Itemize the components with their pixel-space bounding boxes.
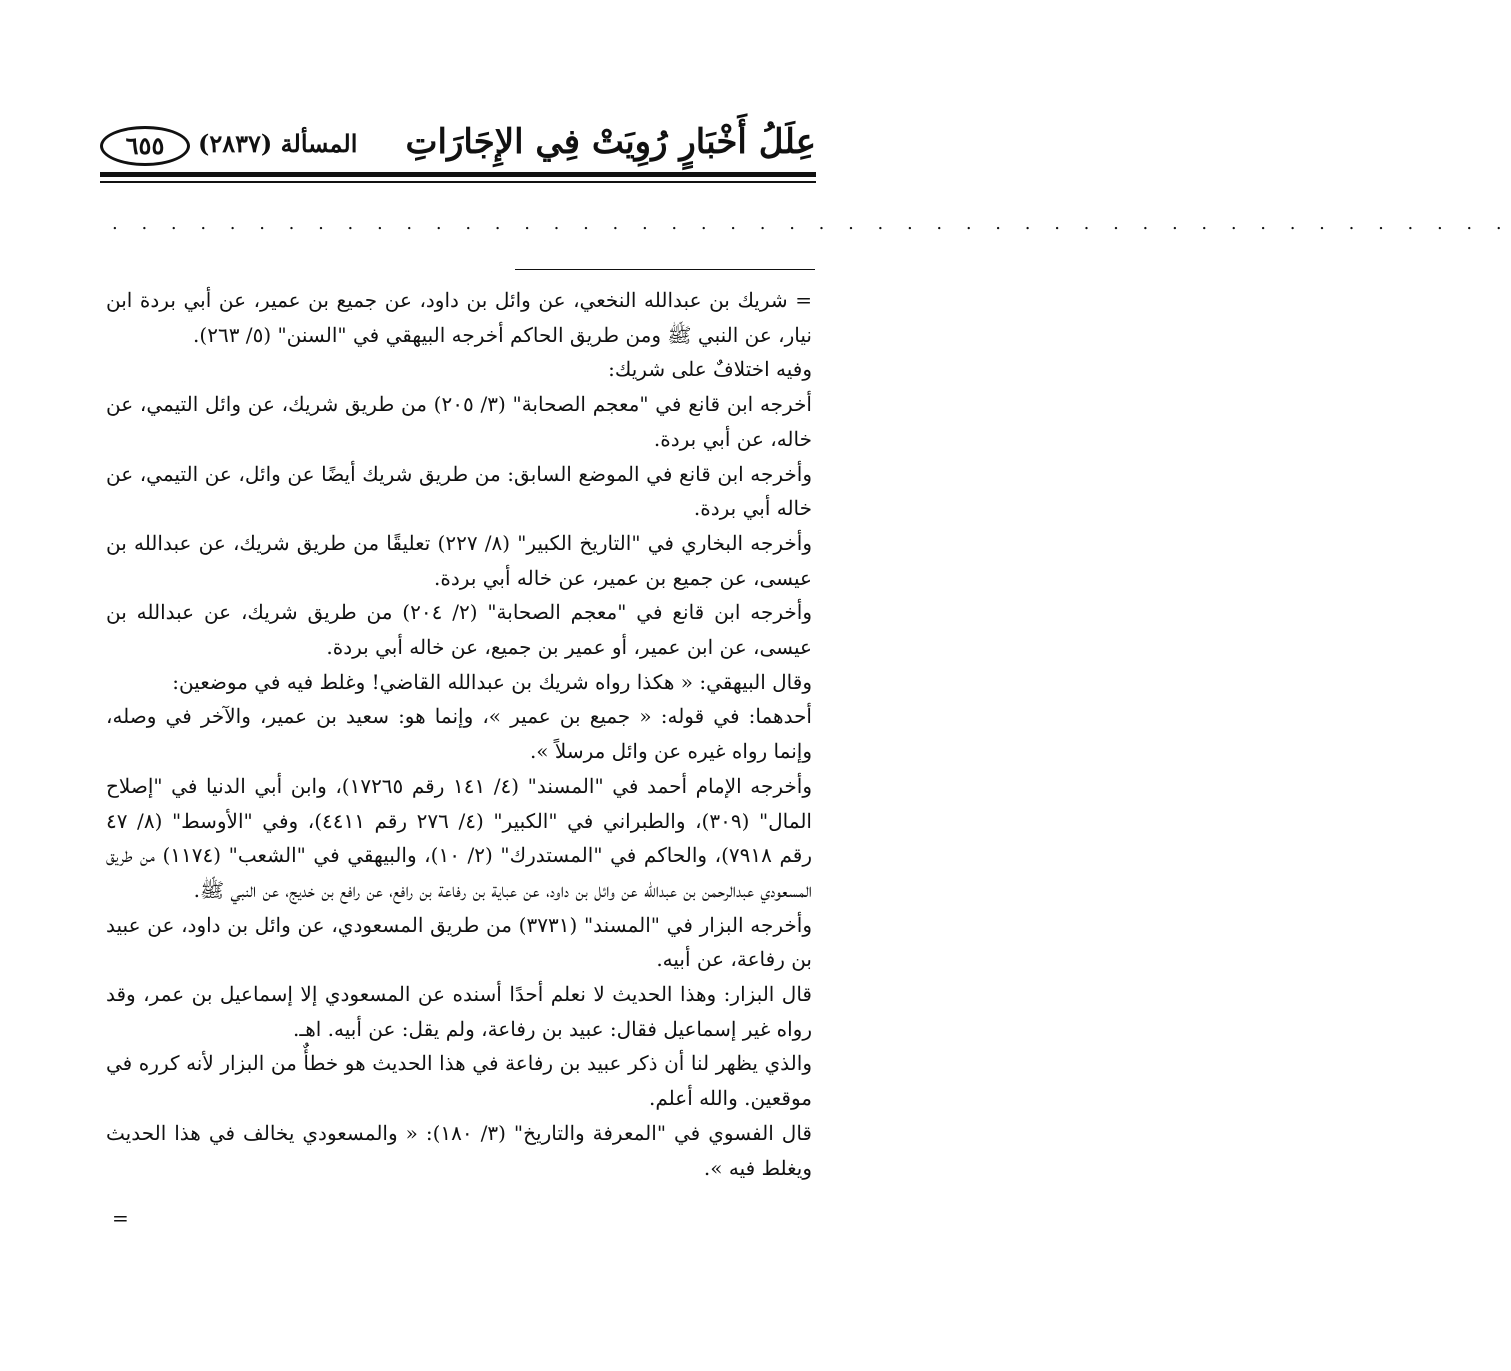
header-rule-thick [100,172,816,177]
paragraph: وقال البيهقي: « هكذا رواه شريك بن عبدالله القاضي! وغلط فيه في موضعين: [172,669,812,694]
continuation-mark: = [112,1206,129,1230]
paragraph: وأخرجه البخاري في "التاريخ الكبير" (٨/ ٢٢٧) تعليقًا من طريق شريك، عن عبدالله بن عيسى، عن جميع بن عمير، عن خاله أبي بردة. [106,530,812,590]
paragraph: والذي يظهر لنا أن ذكر عبيد بن رفاعة في هذا الحديث هو خطأٌ من البزار لأنه كرره في موقعين. والله أعلم. [106,1051,812,1111]
paragraph: أخرجه ابن قانع في "معجم الصحابة" (٣/ ٢٠٥) من طريق شريك، عن وائل التيمي، عن خاله، عن أبي بردة. [106,392,812,451]
page-header [100,110,816,170]
issue-label: المسألة (٢٨٣٧) [198,129,358,158]
paragraph: وفيه اختلافٌ على شريك: [608,357,812,382]
book-title: عِلَلُ أَخْبَارٍ رُوِيَتْ فِي الإِجَارَاتِ [405,122,816,162]
footnote-body [106,283,812,1185]
page-number-badge [100,126,190,166]
paragraph: وأخرجه ابن قانع في "معجم الصحابة" (٢/ ٢٠٤) من طريق شريك، عن عبدالله بن عيسى، عن ابن عمير، أو عمير بن جميع، عن خاله أبي بردة. [106,600,812,660]
paragraph: أحدهما: في قوله: « جميع بن عمير »، وإنما هو: سعيد بن عمير، والآخر في وصله، وإنما رواه غيره عن وائل مرسلاً ». [106,704,812,764]
paragraph: وأخرجه ابن قانع في الموضع السابق: من طريق شريك أيضًا عن وائل، عن التيمي، عن خاله أبي بردة. [106,461,812,521]
dotted-separator: . . . . . . . . . . . . . . . . . . . . . . . . . . . . . . . . . . . . . . . . . . . . . . . . [112,213,1511,234]
page-number: ٦٥٥ [125,131,165,160]
paragraph: وأخرجه الإمام أحمد في "المسند" (٤/ ١٤١ رقم ١٧٢٦٥)، وابن أبي الدنيا في "إصلاح المال" (٣٠٩)، والطبراني في "الكبير" (٤/ ٢٧٦ رقم ٤٤١١)، وفي "الأوسط" (٨/ ٤٧ رقم ٧٩١٨)، والحاكم في "المستدرك" (٢/ ١٠)، والبيهقي في "الشعب" (١١٧٤) من طريق المسعودي عبدالرحمن بن عبدالله عن وائل بن داود، عن عباية بن رفاعة بن رافع، عن رافع بن خديج، عن النبي ﷺ. [106,773,812,902]
header-rule-thin [100,181,816,183]
paragraph: وأخرجه البزار في "المسند" (٣٧٣١) من طريق المسعودي، عن وائل بن داود، عن عبيد بن رفاعة، عن أبيه. [106,912,812,972]
footnote-separator [515,269,815,270]
paragraph: قال البزار: وهذا الحديث لا نعلم أحدًا أسنده عن المسعودي إلا إسماعيل بن عمر، وقد رواه غير إسماعيل فقال: عبيد بن رفاعة، ولم يقل: عن أبيه. اهـ. [106,982,812,1041]
paragraph: قال الفسوي في "المعرفة والتاريخ" (٣/ ١٨٠): « والمسعودي يخالف في هذا الحديث ويغلط فيه ». [106,1120,812,1180]
paragraph: = شريك بن عبدالله النخعي، عن وائل بن داود، عن جميع بن عمير، عن أبي بردة ابن نيار، عن النبي ﷺ ومن طريق الحاكم أخرجه البيهقي في "السنن" (٥/ ٢٦٣). [106,288,812,347]
